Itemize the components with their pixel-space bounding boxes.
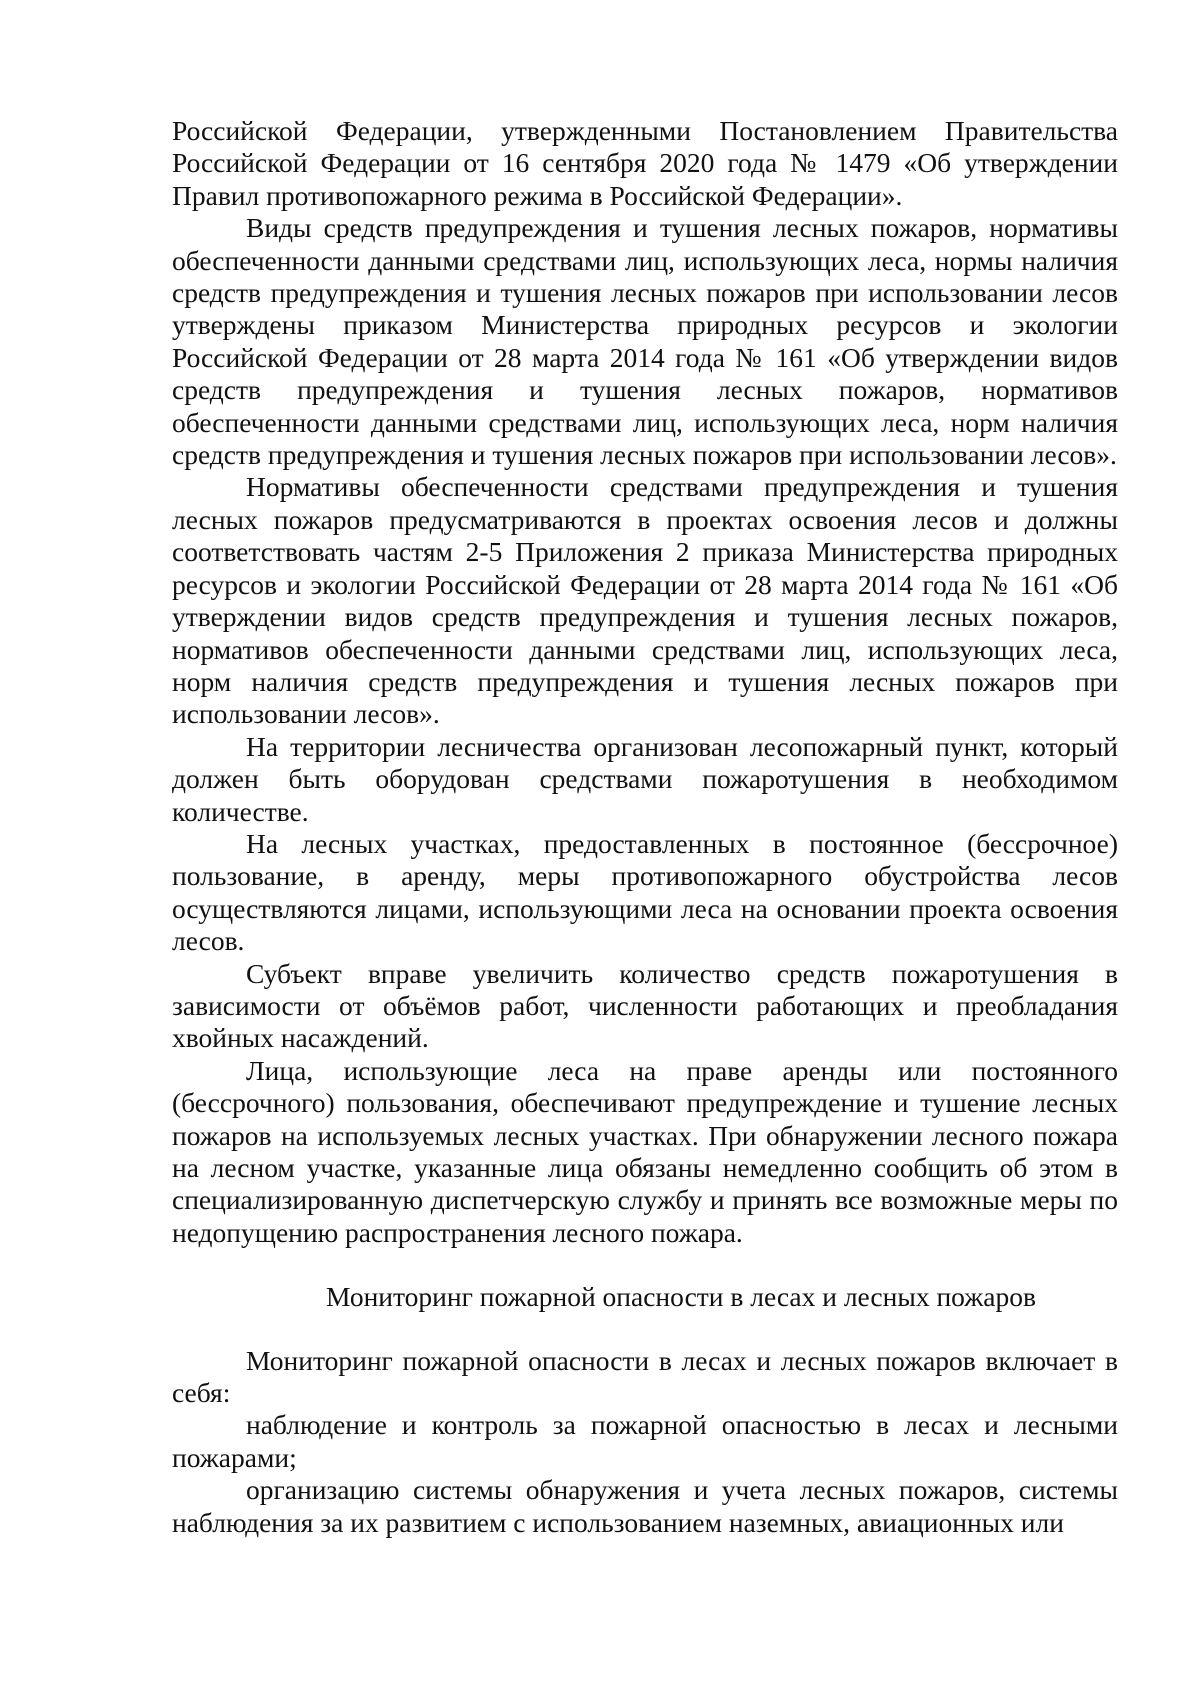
paragraph-leased-plots: На лесных участках, предоставленных в постоянное (бессрочное) пользование, в аренду, меры противопожарного обустройства лесов осуществляются лицами, использующими леса на основании проекта освоения лесов. bbox=[172, 827, 1118, 957]
paragraph-provision-norms: Нормативы обеспеченности средствами предупреждения и тушения лесных пожаров предусматриваются в проектах освоения лесов и должны соответствовать частям 2-5 Приложения 2 приказа Министерства природных ресурсов и экологии Российской Федерации от 28 марта 2014 года № 161 «Об утверждении видов средств предупреждения и тушения лесных пожаров, нормативов обеспеченности данными средствами лиц, использующих леса, норм наличия средств предупреждения и тушения лесных пожаров при использовании лесов». bbox=[172, 471, 1118, 730]
paragraph-fire-means-types: Виды средств предупреждения и тушения лесных пожаров, нормативы обеспеченности данными средствами лиц, использующих леса, нормы наличия средств предупреждения и тушения лесных пожаров при использовании лесов утверждены приказом Министерства природных ресурсов и экологии Российской Федерации от 28 марта 2014 года № 161 «Об утверждении видов средств предупреждения и тушения лесных пожаров, нормативов обеспеченности данными средствами лиц, использующих леса, норм наличия средств предупреждения и тушения лесных пожаров при использовании лесов». bbox=[172, 212, 1118, 471]
paragraph-detection-system: организацию системы обнаружения и учета лесных пожаров, системы наблюдения за их развитием с использованием наземных, авиационных или bbox=[172, 1474, 1118, 1538]
document-body bbox=[172, 115, 1118, 1539]
paragraph-subject-rights: Субъект вправе увеличить количество средств пожаротушения в зависимости от объёмов работ, численности работающих и преобладания хвойных насаждений. bbox=[172, 957, 1118, 1054]
paragraph-continuation: Российской Федерации, утвержденными Постановлением Правительства Российской Федерации от 16 сентября 2020 года № 1479 «Об утверждении Правил противопожарного режима в Российской Федерации». bbox=[172, 115, 1118, 211]
paragraph-fire-station: На территории лесничества организован лесопожарный пункт, который должен быть оборудован средствами пожаротушения в необходимом количестве. bbox=[172, 730, 1118, 827]
section-heading: Мониторинг пожарной опасности в лесах и лесных пожаров bbox=[326, 1281, 1036, 1313]
paragraph-observation-control: наблюдение и контроль за пожарной опасностью в лесах и лесными пожарами; bbox=[172, 1409, 1118, 1473]
paragraph-users-obligations: Лица, использующие леса на праве аренды или постоянного (бессрочного) пользования, обеспечивают предупреждение и тушение лесных пожаров на используемых лесных участках. При обнаружении лесного пожара на лесном участке, указанные лица обязаны немедленно сообщить об этом в специализированную диспетчерскую службу и принять все возможные меры по недопущению распространения лесного пожара. bbox=[172, 1054, 1118, 1248]
paragraph-monitoring-includes: Мониторинг пожарной опасности в лесах и лесных пожаров включает в себя: bbox=[172, 1344, 1118, 1409]
